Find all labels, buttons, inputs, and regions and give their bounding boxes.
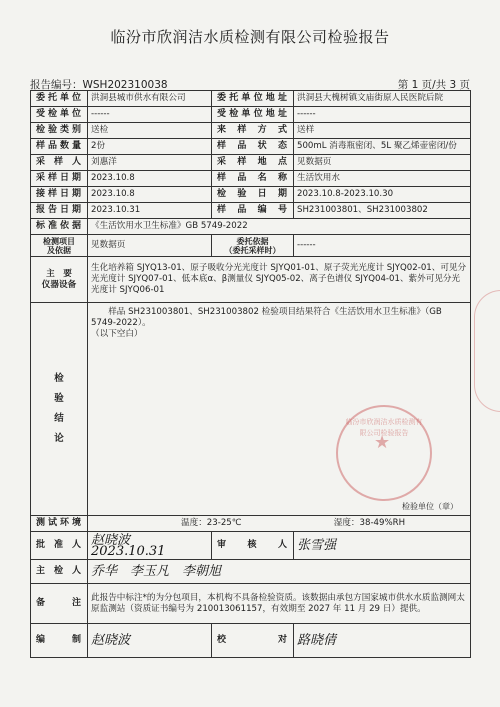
- company-seal: [336, 405, 432, 501]
- seal-ring-text: 临汾市欣润洁水质检测有限公司检验报告: [345, 418, 423, 437]
- reviewer-label: 审核人: [212, 532, 294, 560]
- page-info: 第 1 页/共 3 页: [397, 79, 470, 91]
- method-label: 来样方式: [212, 123, 294, 139]
- tester-label: 主检人: [31, 560, 88, 584]
- site-value: 见数据页: [294, 155, 471, 171]
- qty-label: 样品数量: [31, 139, 88, 155]
- approver-signature: 赵晓波 2023.10.31: [88, 532, 212, 560]
- type-label: 检验类别: [31, 123, 88, 139]
- items-label-cell: [31, 235, 88, 257]
- items-value: 见数据页: [88, 235, 212, 257]
- commission-label: 委托依据: [236, 236, 269, 246]
- edge-seal: [474, 290, 500, 412]
- equipment-value: 生化培养箱 SJYQ13-01、原子吸收分光光度计 SJYQ01-01、原子荧光光度计 SJYQ02-01、可见分光光度计 SJYQ07-01、低本底α、β测量仪 SJYQ05-02、离子色谱仪 SJYQ04-01、紫外可见分光光度计 SJYQ06-01: [88, 257, 471, 303]
- report-date-label: 报告日期: [31, 203, 88, 219]
- report-number: 报告编号：WSH202310038: [30, 79, 168, 91]
- conclusion-blank: （以下空白）: [91, 329, 143, 339]
- type-value: 送检: [88, 123, 212, 139]
- commission-label-cell: [212, 235, 294, 257]
- conclusion-cell: [88, 303, 471, 516]
- items-label-2: 及依据: [47, 245, 71, 255]
- report-title: 临汾市欣润洁水质检测有限公司检验报告: [110, 28, 390, 46]
- sample-date-value: 2023.10.8: [88, 171, 212, 187]
- commission-label-2: （委托采样时）: [224, 245, 281, 255]
- client-value: 洪洞县城市供水有限公司: [88, 91, 212, 107]
- method-value: 送样: [294, 123, 471, 139]
- equipment-label-cell: [31, 257, 88, 303]
- recv-date-label: 接样日期: [31, 187, 88, 203]
- editor-label: 编 制: [31, 624, 88, 658]
- sampler-value: 刘惠洋: [88, 155, 212, 171]
- checker-label: 校 对: [212, 624, 294, 658]
- sampler-label: 采样人: [31, 155, 88, 171]
- site-label: 采样地点: [212, 155, 294, 171]
- checker-signature: 路晓倩: [294, 624, 471, 658]
- temperature: 温度：23-25℃: [181, 518, 242, 528]
- recv-date-value: 2023.10.8: [88, 187, 212, 203]
- client-label: 委托单位: [31, 91, 88, 107]
- tester-signature: 乔华 李玉凡 李朝旭: [88, 560, 471, 584]
- standard-value: 《生活饮用水卫生标准》GB 5749-2022: [88, 219, 471, 235]
- humidity: 湿度：38-49%RH: [333, 518, 406, 528]
- remark-value: 此报告中标注*的为分包项目，本机构不具备检验资质。该数据由承包方国家城市供水水质监测网太原监测站（资质证书编号为 210013061157，有效期至 2027 年 11 月 29 日）提供。: [88, 584, 471, 624]
- sample-name-label: 样品名称: [212, 171, 294, 187]
- test-date-value: 2023.10.8-2023.10.30: [294, 187, 471, 203]
- test-date-label: 检验日期: [212, 187, 294, 203]
- seal-label: 检验单位（章）: [402, 502, 458, 511]
- env-label: 测试环境: [31, 516, 88, 532]
- sample-no-label: 样品编号: [212, 203, 294, 219]
- report-date-value: 2023.10.31: [88, 203, 212, 219]
- sample-name-value: 生活饮用水: [294, 171, 471, 187]
- env-cell: [88, 516, 471, 532]
- editor-signature: 赵晓波: [88, 624, 212, 658]
- client-addr-value: 洪洞县大槐树镇文庙街原人民医院后院: [294, 91, 471, 107]
- report-table: [30, 90, 471, 658]
- standard-label: 标准依据: [31, 219, 88, 235]
- equipment-label-2: 仪器设备: [41, 279, 77, 290]
- state-value: 500mL 消毒瓶密闭、5L 聚乙烯壶密闭/份: [294, 139, 471, 155]
- inspected-label: 受检单位: [31, 107, 88, 123]
- sample-date-label: 采样日期: [31, 171, 88, 187]
- conclusion-label-cell: [31, 303, 88, 516]
- approver-label: 批准人: [31, 532, 88, 560]
- equipment-label: 主 要: [46, 268, 72, 279]
- inspected-value: ------: [88, 107, 212, 123]
- qty-value: 2份: [88, 139, 212, 155]
- state-label: 样品状态: [212, 139, 294, 155]
- reviewer-signature: 张雪强: [294, 532, 471, 560]
- commission-value: ------: [294, 235, 471, 257]
- sample-no-value: SH231003801、SH231003802: [294, 203, 471, 219]
- conclusion-label: 检验结论: [54, 373, 64, 444]
- seal-star-icon: ★: [374, 432, 391, 453]
- items-label: 检测项目: [43, 236, 75, 246]
- conclusion-text: 样品 SH231003801、SH231003802 检验项目结果符合《生活饮用水卫生标准》（GB 5749-2022）。: [91, 307, 442, 328]
- remark-label: 备注: [31, 584, 88, 624]
- client-addr-label: 委托单位地址: [212, 91, 294, 107]
- inspected-addr-label: 受检单位地址: [212, 107, 294, 123]
- inspected-addr-value: ------: [294, 107, 471, 123]
